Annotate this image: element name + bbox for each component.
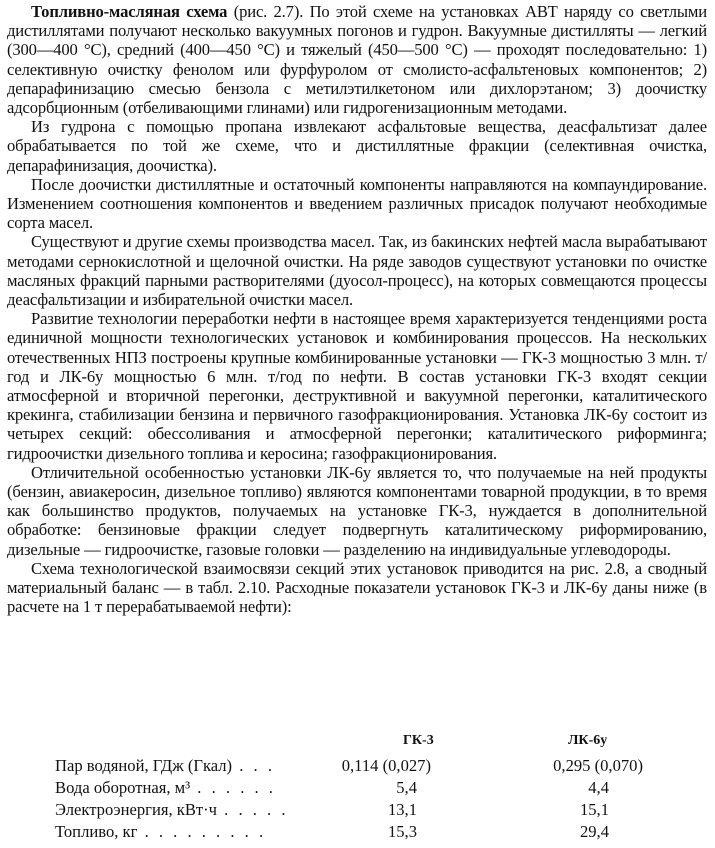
leader-dots: . . . . . [217, 800, 289, 819]
table-row [55, 799, 655, 821]
paragraph-lead-term: Топливно-масляная схема [31, 2, 228, 21]
paragraph-4 [7, 232, 707, 309]
paragraph-1 [7, 2, 707, 117]
row-label [55, 777, 276, 799]
value-lk6u: 15,1 [579, 800, 609, 819]
paragraph-1-text: (рис. 2.7). По этой схеме на установках АВТ наряду со светлыми дистиллятами получают несколько вакуумных погонов и гудрон. Вакуумные дистилляты — легкий (300—400 °С), средний (400—450 °С) и тяжелый (450—500 °С) — проходят последовательно: 1) селективную очистку фенолом или фурфуролом от смолисто-асфальтеновых компонентов; 2) депарафинизацию смесью бензола с метилэтилкетоном или дихлорэтаном; 3) доочистку адсорбционным (отбеливающими глинами) или гидрогенизационным методами. [7, 2, 708, 118]
table-row [55, 777, 655, 799]
row-label-text: Пар водяной, ГДж (Гкал) [55, 756, 233, 775]
value-gk3: 0,114 (0,027) [341, 756, 431, 775]
paragraph-6-text: Отличительной особенностью установки ЛК-6у является то, что получаемые на ней продукты (бензин, авиакеросин, дизельное топливо) являются компонентами товарной продукции, в то время как большинство продуктов, получаемых на установке ГК-3, нуждается в дополнительной обработке: бензиновые фракции следует подвергнуть каталитическому риформированию, дизельные — гидроочистке, газовые головки — разделению на индивидуальные углеводороды. [7, 462, 707, 559]
column-header-gk3: ГК-3 [403, 733, 434, 748]
paragraph-3-text: После доочистки дистиллятные и остаточный компоненты направляются на компаундирование. Изменением соотношения компонентов и введением различных присадок получают необходимые сорта масел. [7, 174, 707, 233]
value-lk6u: 4,4 [588, 778, 609, 797]
row-label-text: Электроэнергия, кВт·ч [55, 800, 218, 819]
row-label [55, 755, 275, 777]
paragraph-3 [7, 175, 707, 233]
value-gk3: 15,3 [387, 822, 417, 841]
value-lk6u: 29,4 [579, 822, 609, 841]
row-label-text: Вода оборотная, м³ [55, 778, 191, 797]
leader-dots: . . . . . . [190, 778, 276, 797]
paragraph-7 [7, 559, 707, 617]
paragraph-6 [7, 463, 707, 559]
paragraph-2 [7, 117, 707, 175]
value-gk3: 13,1 [387, 800, 417, 819]
value-lk6u: 0,295 (0,070) [553, 756, 643, 775]
column-header-lk6u: ЛК-6у [568, 733, 608, 748]
row-label-text: Топливо, кг [55, 822, 138, 841]
paragraph-2-text: Из гудрона с помощью пропана извлекают асфальтовые вещества, деасфальтизат далее обрабатывается по той же схеме, что и дистиллятные фракции (селективная очистка, депарафинизация, доочистка). [7, 117, 707, 175]
leader-dots: . . . . . . . . . [137, 822, 267, 841]
document-page [7, 2, 707, 617]
consumption-table [55, 733, 655, 843]
paragraph-5 [7, 309, 707, 463]
paragraph-5-text: Развитие технологии переработки нефти в настоящее время характеризуется тенденциями роста единичной мощности технологических установок и комбинирования процессов. На нескольких отечественных НПЗ построены крупные комбинированные установки — ГК-3 мощностью 3 млн. т/год и ЛК-6у мощностью 6 млн. т/год по нефти. В состав установки ГК-3 входят секции атмосферной и вторичной перегонки, деструктивной и вакуумной перегонки, каталитического крекинга, стабилизации бензина и первичного газофракционирования. Установка ЛК-6у состоит из четырех секций: обессоливания и атмосферной перегонки; каталитического риформинга; гидроочистки дизельного топлива и керосина; газофракционирования. [7, 309, 707, 463]
leader-dots: . . . [232, 756, 275, 775]
row-label [55, 799, 289, 821]
paragraph-7-text: Схема технологической взаимосвязи секций этих установок приводится на рис. 2.8, а сводный материальный баланс — в табл. 2.10. Расходные показатели установок ГК-3 и ЛК-6у даны ниже (в расчете на 1 т перерабатываемой нефти): [7, 558, 707, 617]
table-row [55, 821, 655, 843]
row-label [55, 821, 266, 843]
table-row [55, 755, 655, 777]
paragraph-4-text: Существуют и другие схемы производства масел. Так, из бакинских нефтей масла вырабатывают методами сернокислотной и щелочной очистки. На ряде заводов существуют установки по очистке масляных фракций парными растворителями (дуосол-процесс), на которых совмещаются процессы деасфальтизации и избирательной очистки масел. [7, 232, 707, 310]
value-gk3: 5,4 [396, 778, 417, 797]
table-header-row [55, 733, 655, 755]
